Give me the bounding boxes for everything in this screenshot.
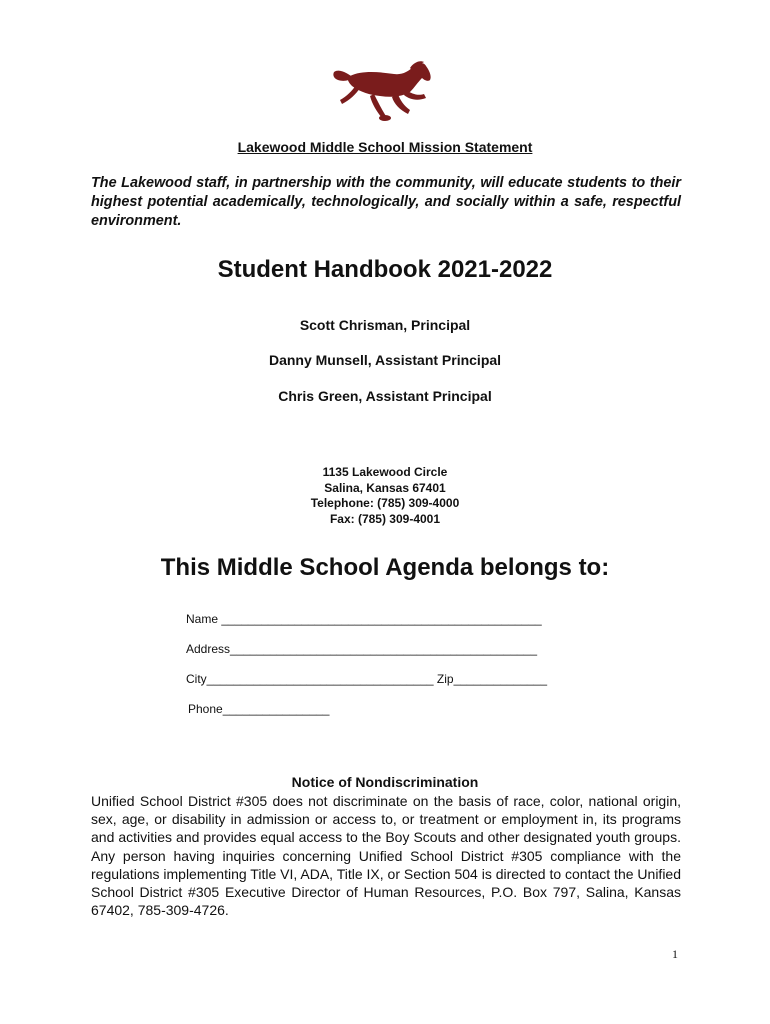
agenda-title: This Middle School Agenda belongs to: — [160, 554, 610, 581]
notice-heading: Notice of Nondiscrimination — [291, 774, 479, 790]
telephone: Telephone: (785) 309-4000 — [310, 496, 460, 510]
fax: Fax: (785) 309-4001 — [329, 511, 441, 526]
mission-heading: Lakewood Middle School Mission Statement — [237, 139, 533, 155]
page-number: 1 — [672, 947, 678, 961]
assistant-principal-2: Chris Green, Assistant Principal — [278, 388, 492, 404]
horse-mascot-icon — [330, 60, 440, 122]
city-state-zip: Salina, Kansas 67401 — [324, 480, 446, 495]
name-field[interactable]: Name ________________________________________________ — [186, 612, 542, 626]
mission-statement: The Lakewood staff, in partnership with the community, will educate students to their highest potential academically, technologically, and socially within a safe, respectful environment. — [91, 175, 681, 229]
phone-field[interactable]: Phone________________ — [188, 702, 330, 716]
city-zip-field[interactable]: City__________________________________ Zip______________ — [186, 672, 548, 686]
principal-name: Scott Chrisman, Principal — [299, 317, 471, 333]
street-address: 1135 Lakewood Circle — [322, 465, 448, 479]
assistant-principal-1: Danny Munsell, Assistant Principal — [268, 352, 502, 368]
address-field[interactable]: Address______________________________________________ — [186, 642, 538, 656]
notice-text: Unified School District #305 does not discriminate on the basis of race, color, national origin, sex, age, or disability in admission or access to, or treatment or employment in, its programs and activities and provides equal access to the Boy Scouts and other designated youth groups. Any person having inquiries concerning Unified School District #305 compliance with the regulations implementing Title VI, ADA, Title IX, or Section 504 is directed to contact the Unified School District #305 Executive Director of Human Resources, P.O. Box 797, Salina, Kansas 67402, 785-309-4726. — [91, 793, 681, 919]
handbook-title: Student Handbook 2021-2022 — [217, 256, 553, 283]
school-address — [0, 465, 770, 527]
